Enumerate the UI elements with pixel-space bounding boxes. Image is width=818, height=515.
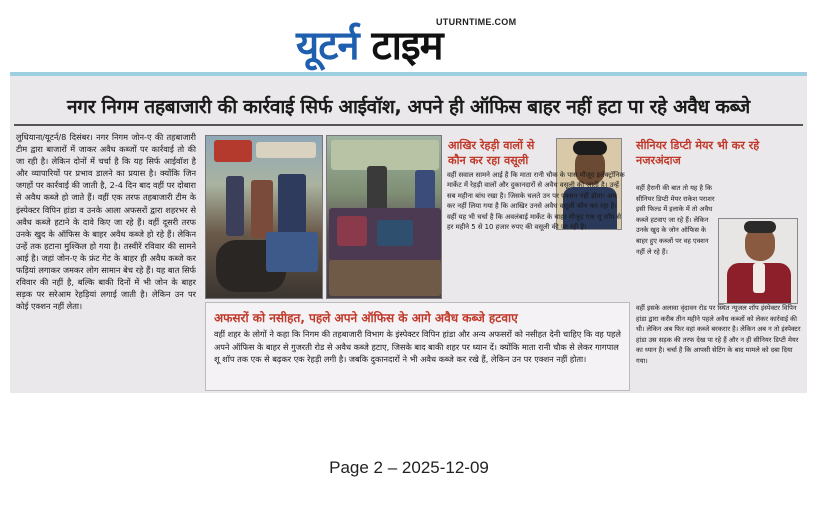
deputy-mayor-text-bottom: वहीं इसके अलावा वृंदावन रोड पर स्थित न्यूजल शॉप इंस्पेक्टर विपिन हांडा द्वारा करीब तीन महीने पहले अवैध कब्जों को लेकर कार्रवाई की थी। लेकिन अब फिर वहां कब्जे बरकरार है। लेकिन अब न तो इंस्पेक्टर हांडा उस सड़क की तरफ देख पा रहे हैं और न ही सीनियर डिप्टी मेयर का ध्यान है। चर्चा है कि आपसी सेटिंग के बाद मामले को दबा दिया गया। [636, 304, 801, 365]
newspaper-logo [296, 22, 443, 70]
deputy-mayor-text-top: वहीं हैरानी की बात तो यह है कि सीनियर डिप्टी मेयर राकेश पराशर इसी फिल्ड में इलाके में तो अवैध कब्जे हटवाए जा रहे हैं। लेकिन उनके खुद के जोन ऑफिस के बाहर हुए कब्जों पर वह एक्शन नहीं ले रहे हैं। [636, 184, 715, 256]
advice-box-title: अफसरों को नसीहत, पहले अपने ऑफिस के आगे अवैध कब्जे हटवाए [214, 311, 518, 325]
headline-divider [14, 124, 803, 126]
article-lead-column: लुधियाना/यूटर्न/8 दिसंबर। नगर निगम जोन-ए की तहबाजारी टीम द्वारा बाजारों में जाकर अवैध कब्जों पर कार्रवाई तो की जा रही है। लेकिन दोनों में चर्चा है कि यह सिर्फ आईवॉश है और व्यापारियों पर प्रभाव डालने का प्रयास है। क्योंकि जिन जगहों पर कार्रवाई की जाती है, 2-4 दिन बाद वहीं पर दोबारा से अवैध कब्जे हो जाते हैं। वहीं एक तरफ तहबाजारी टीम के इंस्पेक्टर विपिन हांडा व उनके आला अफसरों द्वारा शहरभर से अवैध कब्जे हटाने के दावे किए जा रहे हैं। वहीं दूसरी तरफ उनके खुद के ऑफिस के बाहर अवैध कब्जे हो रहे हैं। लेकिन उन्हें तक हटाना मुश्किल हो गया है। तस्वीरें रविवार की सामने आई है। जहां जोन-ए के फ्रंट गेट के बाहर ही अवैध कब्जे कर फड़ियां लगाकर जमकर लोग सामान बेच रहे हैं। यह बात सिर्फ रविवार की नहीं है, बल्कि बाकी दिनों में भी जोन के बाहर सड़क पर सरेआम रेहड़ियां लगाई जाती है। लेकिन उन पर कोई एक्शन नहीं लेता। [16, 132, 196, 312]
logo-part-2: टाइम [371, 23, 443, 69]
page-label: Page 2 – 2025-12-09 [329, 458, 489, 477]
advice-box-text: वहीं शहर के लोगों ने कहा कि निगम की तहबाजारी विभाग के इंस्पेक्टर विपिन हांडा और अन्य अफसरों को नसीहत देनी चाहिए कि वह पहले अपने ऑफिस के बाहर से गुजरती रोड से अवैध कब्जे हटाए, जिसके बाद बाकी शहर पर ध्यान दें। क्योंकि माता रानी चौक से लेकर गागपाल शू शॉप तक एक से बढ़कर एक रेहड़ी लगी है। जबकि दुकानदारों ने भी अवैध कब्जे कर रखे हैं, लेकिन उन पर एक्शन नहीं होता। [214, 329, 621, 365]
clipping-top-border [10, 72, 807, 76]
article-headline: नगर निगम तहबाजारी की कार्रवाई सिर्फ आईवॉश, अपने ही ऑफिस बाहर नहीं हटा पा रहे अवैध कब्जे [67, 96, 750, 118]
subheading-extortion: आखिर रेहड़ी वालों से कौन कर रहा वसूली [448, 139, 535, 167]
extortion-text: वहीं सवाल सामने आई है कि माता रानी चौक के पास मौजूद इलेक्ट्रॉनिक मार्केट में रेहड़ी वालों और दुकानदारों से अवैध वसूली की जाती है। उन्हें सब महीना बांध रखा है। जिसके चलते उन पर एक्शन नहीं होता। अब कर नहीं लिया गया है कि आखिर उनसे अवैध वसूली कौन कर रहा है। वहीं यह भी चर्चा है कि अवलंबाई मार्केट के बाहर मौजूद एक शू शॉप से हर महीने 5 से 10 हजार रुपए की वसूली की जा रही है। [447, 171, 625, 232]
site-url: UTURNTIME.COM [436, 17, 517, 27]
logo-part-1: यूटर्न [296, 23, 359, 69]
street-photo-1 [205, 135, 323, 299]
subheading-deputy-mayor: सीनियर डिप्टी मेयर भी कर रहे नजरअंदाज [636, 139, 760, 167]
portrait-photo-2 [718, 218, 798, 304]
street-photo-2 [326, 135, 442, 299]
